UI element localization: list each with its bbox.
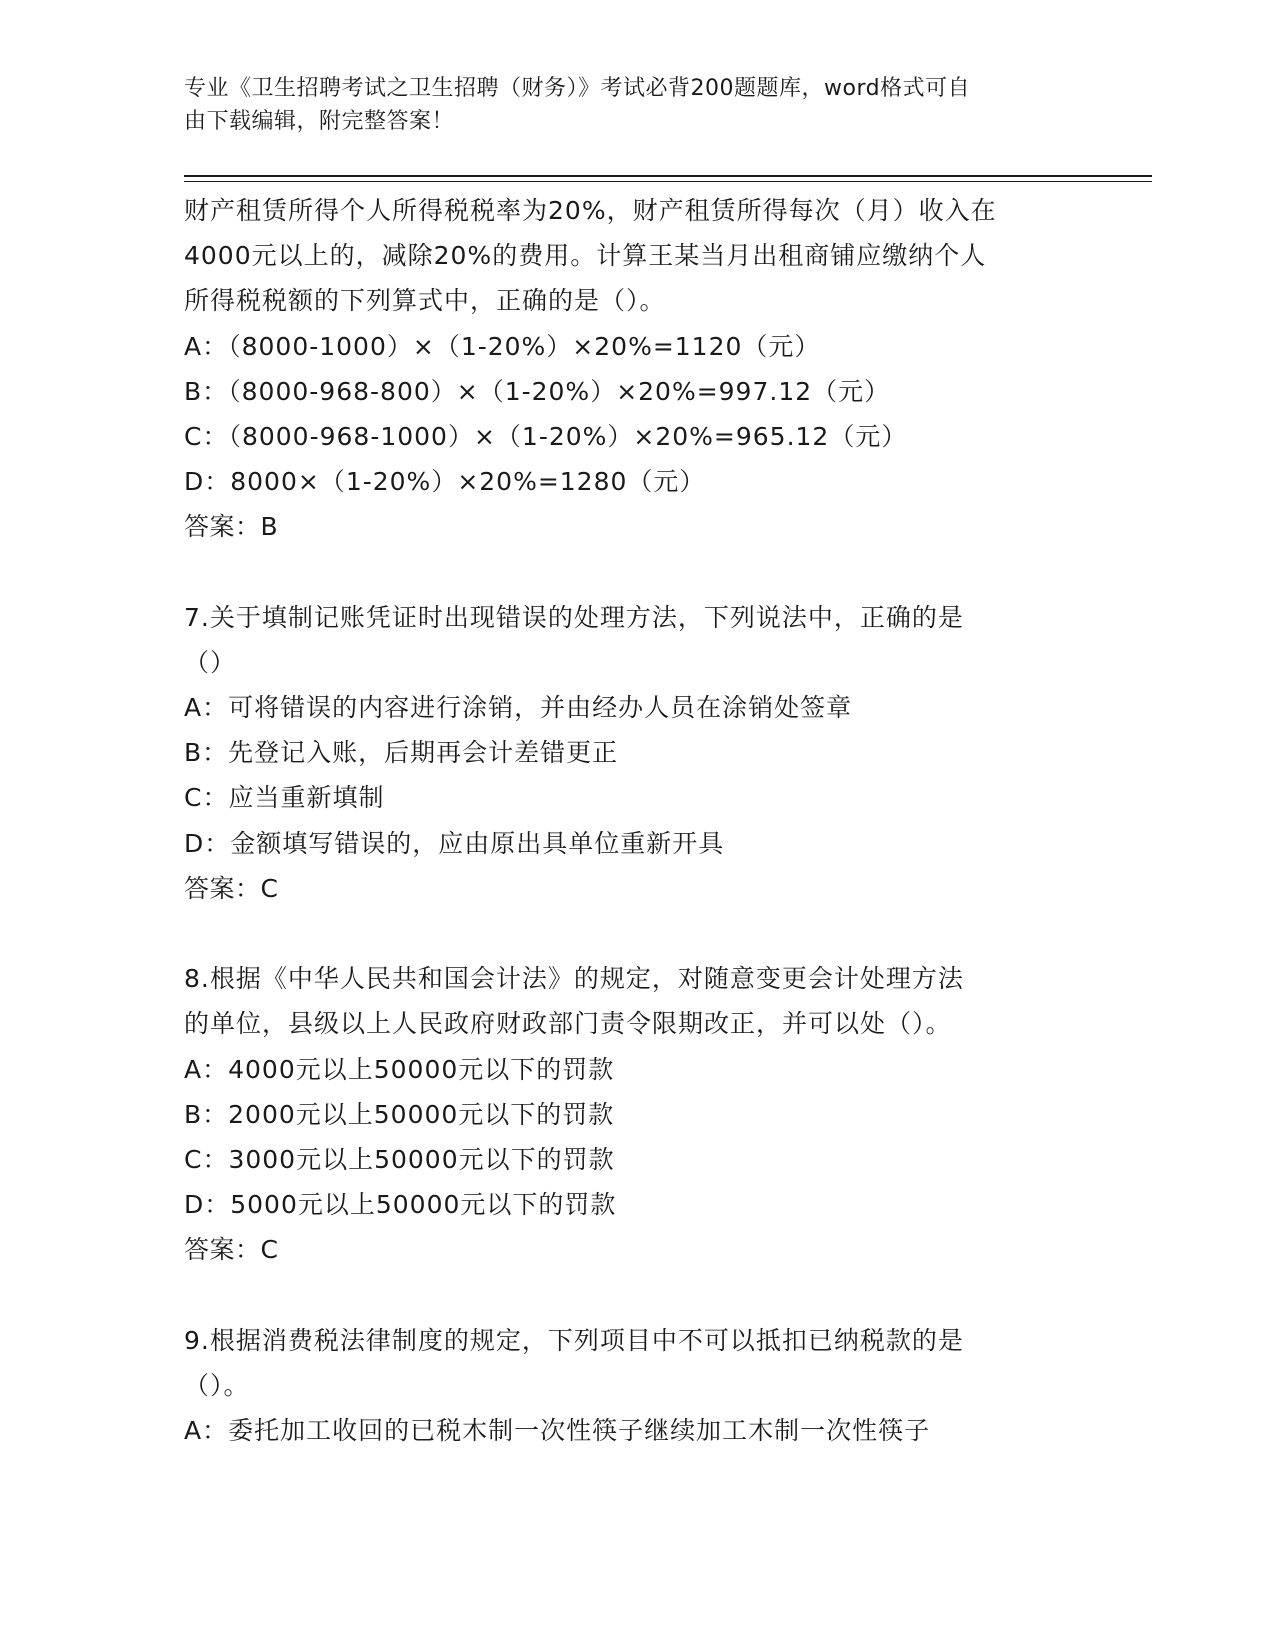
question-7 [184, 595, 1084, 911]
option-c: C：应当重新填制 [184, 783, 385, 813]
option-b: B：2000元以上50000元以下的罚款 [184, 1099, 615, 1129]
question-6 [184, 188, 1084, 550]
option-c: C：（8000-968-1000）×（1-20%）×20%=965.12（元） [184, 421, 908, 451]
question-stem-line: （） [184, 647, 237, 677]
question-8 [184, 956, 1084, 1272]
spacer [184, 911, 1084, 956]
spacer [184, 1273, 1084, 1318]
question-stem-line: 8.根据《中华人民共和国会计法》的规定，对随意变更会计处理方法 [184, 964, 964, 994]
option-c: C：3000元以上50000元以下的罚款 [184, 1144, 615, 1174]
question-stem-line: 7.关于填制记账凭证时出现错误的处理方法，下列说法中，正确的是 [184, 602, 964, 632]
question-stem-line: 的单位，县级以上人民政府财政部门责令限期改正，并可以处（）。 [184, 1009, 952, 1039]
question-stem-line: 所得税税额的下列算式中，正确的是（）。 [184, 286, 666, 316]
answer-line: 答案：C [184, 873, 279, 903]
question-stem-line: （）。 [184, 1370, 250, 1400]
option-d: D：5000元以上50000元以下的罚款 [184, 1190, 617, 1220]
option-b: B：（8000-968-800）×（1-20%）×20%=997.12（元） [184, 376, 891, 406]
answer-line: 答案：B [184, 512, 279, 542]
option-d: D：8000×（1-20%）×20%=1280（元） [184, 467, 706, 497]
option-a: A：可将错误的内容进行涂销，并由经办人员在涂销处签章 [184, 693, 853, 723]
header-line-2: 由下载编辑，附完整答案！ [184, 109, 455, 134]
header-line-1: 专业《卫生招聘考试之卫生招聘（财务）》考试必背200题题库，word格式可自 [184, 76, 971, 101]
answer-line: 答案：C [184, 1235, 279, 1265]
document-body [184, 188, 1084, 1453]
question-stem-line: 财产租赁所得个人所得税税率为20%，财产租赁所得每次（月）收入在 [184, 196, 997, 225]
question-stem-line: 9.根据消费税法律制度的规定，下列项目中不可以抵扣已纳税款的是 [184, 1325, 964, 1355]
header-divider-thin [184, 181, 1152, 182]
spacer [184, 550, 1084, 595]
option-a: A：委托加工收回的已税木制一次性筷子继续加工木制一次性筷子 [184, 1416, 931, 1446]
question-stem-line: 4000元以上的，减除20%的费用。计算王某当月出租商铺应缴纳个人 [184, 241, 987, 271]
option-d: D：金额填写错误的，应由原出具单位重新开具 [184, 828, 725, 858]
question-9 [184, 1318, 1084, 1454]
option-a: A：4000元以上50000元以下的罚款 [184, 1054, 615, 1084]
header-divider-thick [184, 175, 1152, 177]
document-header [184, 72, 1064, 138]
option-a: A：（8000-1000）×（1-20%）×20%=1120（元） [184, 331, 821, 361]
option-b: B：先登记入账，后期再会计差错更正 [184, 738, 619, 768]
